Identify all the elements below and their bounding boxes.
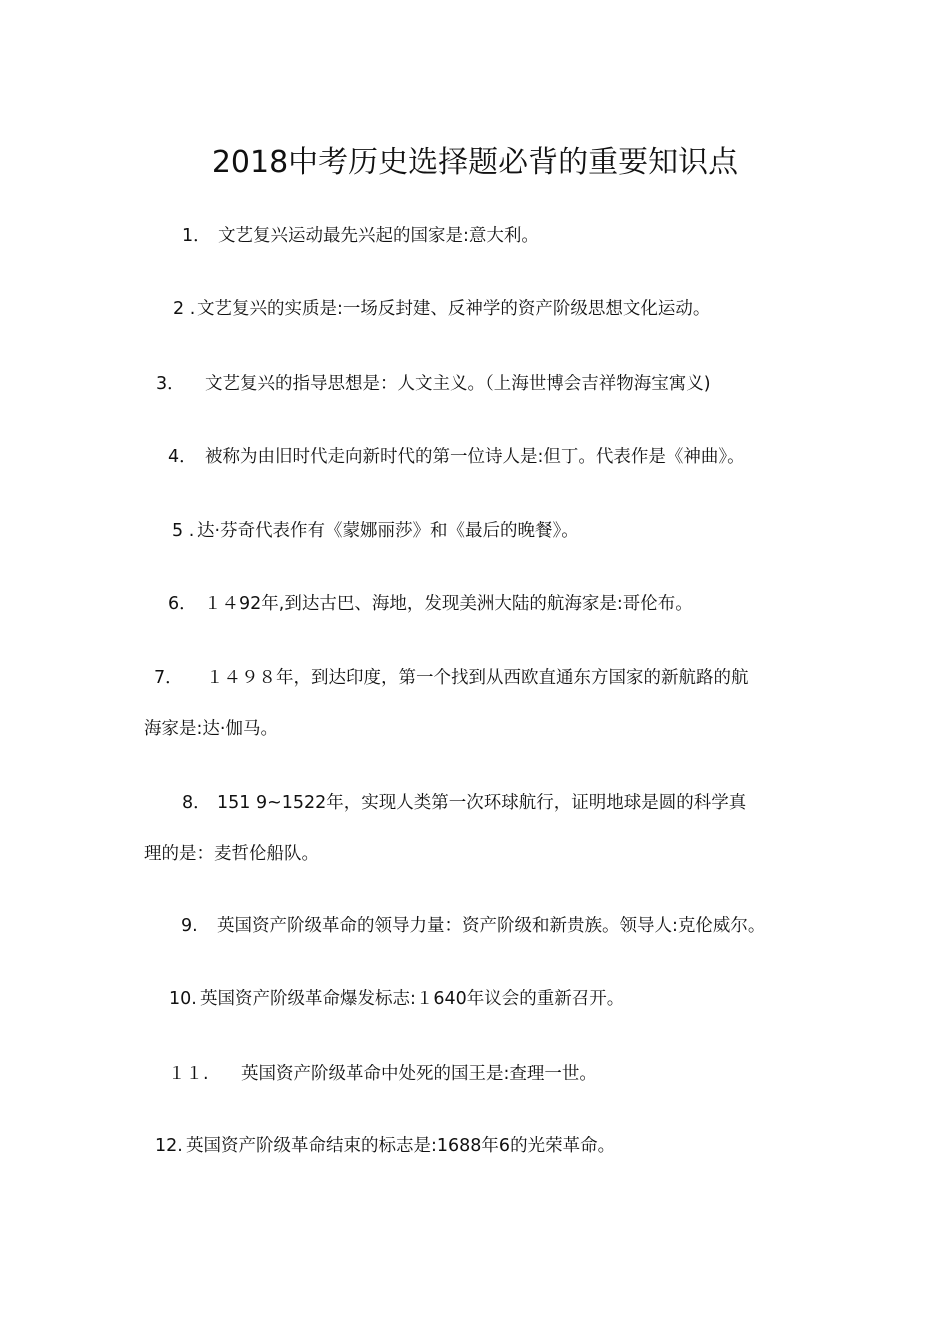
item-text: 文艺复兴运动最先兴起的国家是:意大利。 bbox=[218, 226, 539, 246]
list-item-10 bbox=[169, 987, 624, 1011]
item-number: 4． bbox=[168, 447, 197, 467]
item-text: 英国资产阶级革命中处死的国王是:查理一世。 bbox=[241, 1064, 597, 1084]
item-number: 12. bbox=[155, 1136, 183, 1156]
item-number: 3． bbox=[156, 374, 185, 394]
item-number: 9. bbox=[181, 916, 198, 936]
list-item-9 bbox=[181, 914, 765, 938]
list-item-4 bbox=[168, 445, 745, 469]
item-text: 文艺复兴的实质是:一场反封建、反神学的资产阶级思想文化运动。 bbox=[197, 299, 711, 319]
item-number: 5 . bbox=[172, 521, 195, 541]
item-text: 英国资产阶级革命的领导力量：资产阶级和新贵族。领导人:克伦威尔。 bbox=[217, 916, 766, 936]
list-item-3 bbox=[156, 372, 711, 396]
item-text: 被称为由旧时代走向新时代的第一位诗人是:但丁。代表作是《神曲》。 bbox=[205, 447, 745, 467]
document-title: 2018中考历史选择题必背的重要知识点 bbox=[211, 145, 739, 180]
item-number: １１. bbox=[168, 1064, 209, 1084]
list-item-8 bbox=[182, 791, 746, 815]
list-item-12 bbox=[155, 1134, 615, 1158]
list-item-7-continuation: 海家是:达·伽马。 bbox=[144, 719, 278, 739]
list-item-11 bbox=[168, 1062, 597, 1086]
item-text: 达·芬奇代表作有《蒙娜丽莎》和《最后的晚餐》。 bbox=[197, 521, 579, 541]
item-text: 文艺复兴的指导思想是：人文主义。（上海世博会吉祥物海宝寓义) bbox=[205, 374, 711, 394]
item-number: 6． bbox=[168, 594, 197, 614]
list-item-6 bbox=[168, 592, 693, 616]
list-item-1 bbox=[182, 224, 539, 248]
list-item-8-continuation: 理的是：麦哲伦船队。 bbox=[144, 844, 319, 864]
item-number: 7． bbox=[154, 668, 183, 688]
item-number: 2 . bbox=[173, 299, 196, 319]
item-text: 151 9~1522年，实现人类第一次环球航行，证明地球是圆的科学真 bbox=[217, 793, 747, 813]
list-item-7 bbox=[154, 666, 749, 690]
item-text: １４９８年，到达印度，第一个找到从西欧直通东方国家的新航路的航 bbox=[206, 668, 749, 688]
item-text: 英国资产阶级革命结束的标志是:1688年6的光荣革命。 bbox=[186, 1136, 616, 1156]
item-text: 英国资产阶级革命爆发标志:１640年议会的重新召开。 bbox=[200, 989, 625, 1009]
item-number: 8． bbox=[182, 793, 211, 813]
item-number: 10. bbox=[169, 989, 197, 1009]
item-text: １４92年,到达古巴、海地，发现美洲大陆的航海家是:哥伦布。 bbox=[204, 594, 693, 614]
list-item-2 bbox=[173, 297, 710, 321]
list-item-5 bbox=[172, 519, 579, 543]
item-number: 1． bbox=[182, 226, 211, 246]
